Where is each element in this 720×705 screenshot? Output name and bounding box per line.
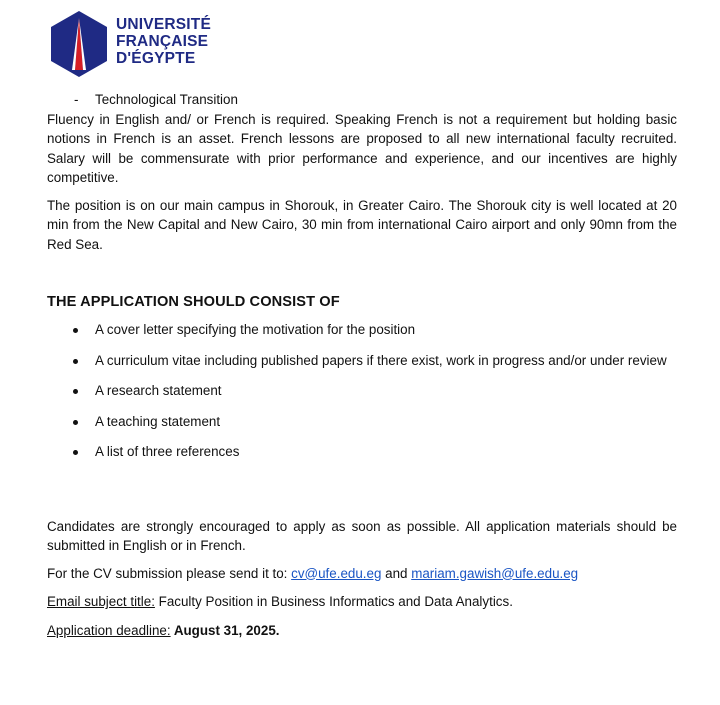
header xyxy=(50,10,250,78)
email-subject-line xyxy=(47,592,677,612)
list-item-text: A list of three references xyxy=(95,444,240,459)
bullet-icon xyxy=(73,359,78,364)
application-heading: THE APPLICATION SHOULD CONSIST OF xyxy=(47,294,340,310)
list-item-text: A curriculum vitae including published papers if there exist, work in progress and/or under review xyxy=(95,352,667,368)
cv-submission-conjunction: and xyxy=(381,565,412,581)
list-item xyxy=(47,442,677,462)
candidates-paragraph: Candidates are strongly encouraged to apply as soon as possible. All application materials should be submitted in English or in French. xyxy=(47,518,677,553)
mariam-email-link[interactable]: mariam.gawish@ufe.edu.eg xyxy=(411,565,579,581)
dash-list-item: - Technological Transition xyxy=(47,90,677,110)
language-paragraph: Fluency in English and/ or French is required. Speaking French is not a requirement but holding basic notions in French is an asset. French lessons are proposed to all new international faculty recruited. Salary will be commensurate with prior performance and experience, and our incentives are highly competitive. xyxy=(47,111,677,185)
university-name xyxy=(116,16,211,67)
university-name-line-2: FRANÇAISE xyxy=(116,33,209,50)
email-subject-label: Email subject title: xyxy=(47,594,155,609)
list-item-text: A research statement xyxy=(95,383,222,398)
bullet-icon xyxy=(73,450,78,455)
list-item xyxy=(47,381,677,401)
list-item xyxy=(47,320,677,340)
university-name-line-1: UNIVERSITÉ xyxy=(116,16,212,33)
email-subject-value: Faculty Position in Business Informatics and Data Analytics. xyxy=(154,594,513,609)
deadline-label: Application deadline: xyxy=(47,622,171,638)
ufe-shield-logo-icon xyxy=(50,10,108,78)
cv-submission-prefix: For the CV submission please send it to: xyxy=(47,565,292,581)
list-item-text: A teaching statement xyxy=(95,413,221,429)
bullet-icon xyxy=(73,328,78,333)
deadline-line xyxy=(47,621,677,641)
list-item xyxy=(47,412,677,432)
bullet-icon xyxy=(73,420,78,425)
deadline-value: August 31, 2025. xyxy=(170,622,280,638)
list-item-text: A cover letter specifying the motivation for the position xyxy=(95,322,416,337)
document-body xyxy=(47,90,677,640)
list-item xyxy=(47,351,677,371)
university-name-line-3: D'ÉGYPTE xyxy=(116,50,196,67)
location-paragraph: The position is on our main campus in Shorouk, in Greater Cairo. The Shorouk city is well located at 20 min from the New Capital and New Cairo, 30 min from international Cairo airport and only 90mn from the Red Sea. xyxy=(47,197,677,252)
application-list xyxy=(47,320,677,462)
cv-submission-line xyxy=(47,564,677,584)
cv-email-link[interactable]: cv@ufe.edu.eg xyxy=(291,565,382,581)
bullet-icon xyxy=(73,389,78,394)
